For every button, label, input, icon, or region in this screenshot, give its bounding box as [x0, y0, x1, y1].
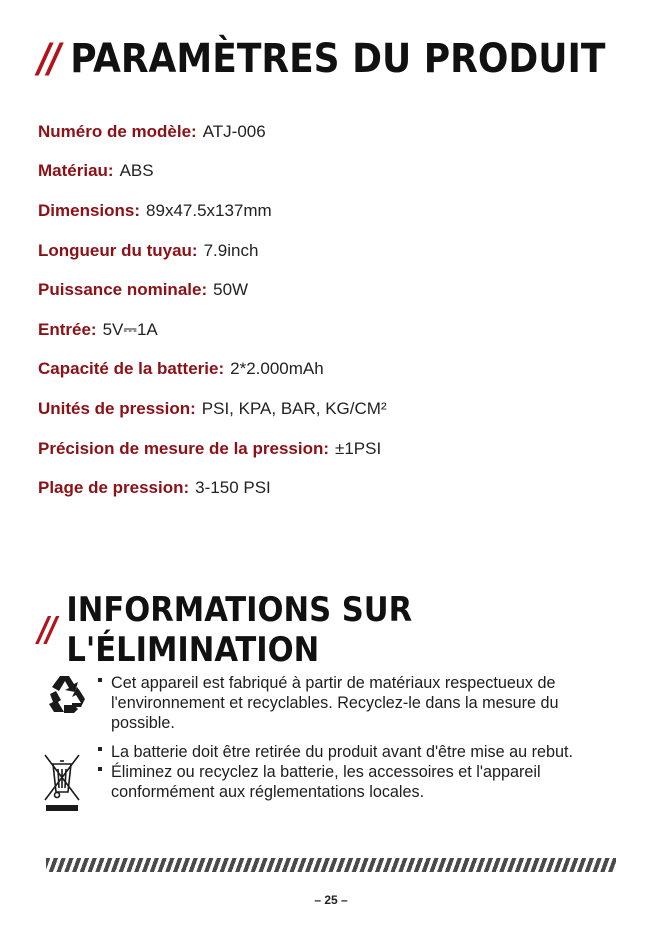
- spec-row-accuracy: [38, 429, 638, 469]
- disposal-heading: [38, 590, 662, 670]
- spec-heading: [38, 36, 605, 82]
- spec-label: Plage de pression:: [38, 478, 190, 498]
- spec-value: ±1PSI: [335, 438, 382, 458]
- spec-value: 7.9inch: [203, 240, 259, 260]
- spec-value: 2*2.000mAh: [230, 359, 324, 379]
- spec-row-battery: [38, 350, 638, 390]
- spec-label: Matériau:: [38, 161, 114, 181]
- spec-value: 89x47.5x137mm: [146, 200, 272, 220]
- spec-heading-title: PARAMÈTRES DU PRODUIT: [70, 36, 606, 82]
- recycle-icon: [44, 672, 90, 718]
- spec-value: 5V⎓1A: [102, 319, 158, 339]
- spec-row-power: [38, 270, 638, 310]
- spec-row-dimensions: [38, 191, 638, 231]
- spec-row-hose-length: [38, 231, 638, 271]
- spec-value: PSI, KPA, BAR, KG/CM²: [201, 398, 387, 418]
- recycle-text: Cet appareil est fabriqué à partir de matériaux respectueux de l'environnement et recyclables. Recyclez-le dans la mesure du possible.: [96, 673, 616, 733]
- spec-row-range: [38, 468, 638, 508]
- spec-list: [38, 112, 638, 508]
- spec-value: ABS: [119, 161, 154, 181]
- spec-value: ATJ-006: [202, 121, 266, 141]
- page-number: – 25 –: [314, 893, 348, 907]
- battery-bullet-list: [96, 742, 616, 802]
- spec-row-model: [38, 112, 638, 152]
- spec-value: 50W: [213, 280, 249, 300]
- disposal-text: Éliminez ou recyclez la batterie, les accessoires et l'appareil conformément aux réglementations locales.: [96, 762, 616, 802]
- crossed-out-bin-icon: [42, 750, 82, 812]
- recycle-bullet-list: [96, 673, 616, 733]
- spec-value: 3-150 PSI: [195, 478, 271, 498]
- heading-slash-mark: //: [38, 36, 59, 82]
- spec-label: Longueur du tuyau:: [38, 240, 198, 260]
- spec-label: Précision de mesure de la pression:: [38, 438, 330, 458]
- decorative-stripe-bar: [46, 858, 616, 872]
- spec-label: Entrée:: [38, 319, 97, 339]
- spec-label: Unités de pression:: [38, 398, 196, 418]
- spec-row-units: [38, 389, 638, 429]
- spec-label: Dimensions:: [38, 200, 141, 220]
- spec-label: Capacité de la batterie:: [38, 359, 225, 379]
- spec-label: Numéro de modèle:: [38, 121, 197, 141]
- spec-label: Puissance nominale:: [38, 280, 208, 300]
- spec-row-input: [38, 310, 638, 350]
- heading-slash-mark: //: [38, 610, 55, 650]
- disposal-heading-title: INFORMATIONS SUR L'ÉLIMINATION: [66, 590, 413, 670]
- spec-row-material: [38, 152, 638, 192]
- battery-removal-text: La batterie doit être retirée du produit avant d'être mise au rebut.: [96, 742, 616, 762]
